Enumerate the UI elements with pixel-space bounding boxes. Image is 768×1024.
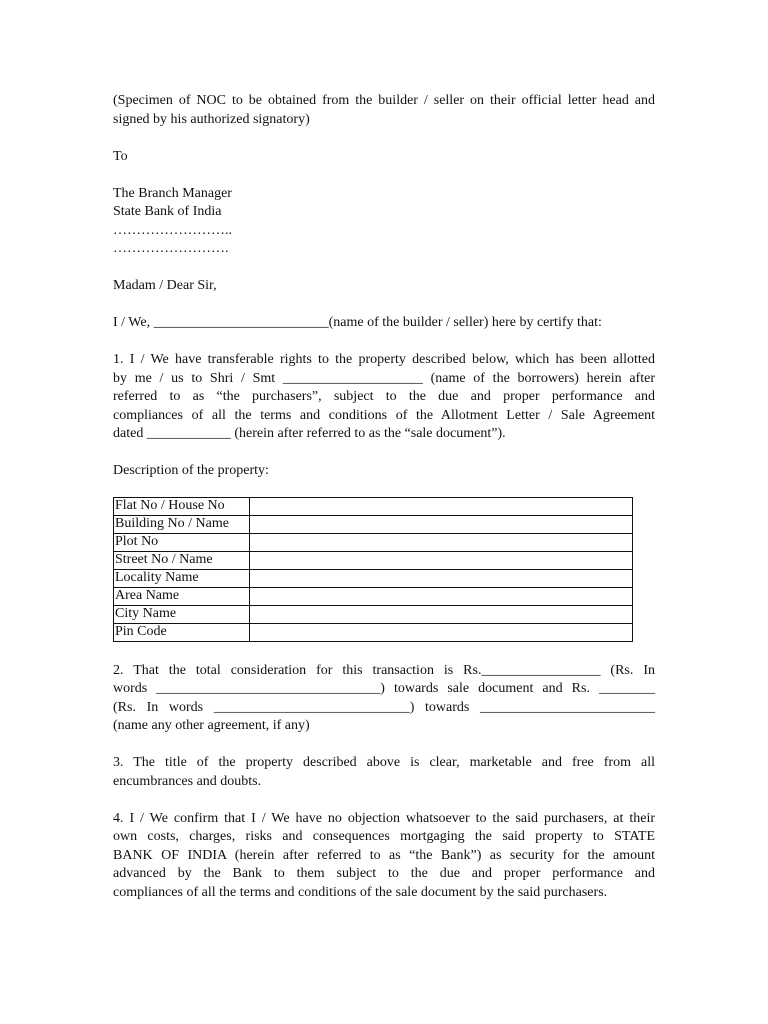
to-label: To — [113, 148, 128, 164]
description-heading: Description of the property: — [113, 463, 269, 478]
clause-1-line: dated ____________ (herein after referred to as the “sale document”). — [113, 426, 506, 441]
property-label: Building No / Name — [114, 515, 250, 533]
addressee-title: The Branch Manager — [113, 185, 232, 201]
property-label: Locality Name — [114, 569, 250, 587]
clause-4 — [113, 810, 655, 903]
noc-document — [113, 92, 655, 902]
clause-1-line: compliances of all the terms and conditions of the Allotment Letter / Sale Agreement — [113, 407, 655, 423]
table-row — [114, 551, 633, 569]
addressee-dots-2: ……………………. — [113, 241, 229, 256]
property-value — [250, 515, 633, 533]
certify-statement: I / We, _________________________(name of the builder / seller) here by certify that: — [113, 315, 602, 330]
property-value — [250, 497, 633, 515]
table-row — [114, 533, 633, 551]
table-row — [114, 623, 633, 641]
property-value — [250, 587, 633, 605]
clause-3-line: encumbrances and doubts. — [113, 773, 262, 789]
property-value — [250, 551, 633, 569]
property-label: Pin Code — [114, 623, 250, 641]
property-label: Flat No / House No — [114, 497, 250, 515]
clause-2-line: (Rs. In words ____________________________) towards _________________________ — [113, 699, 655, 715]
clause-3-line: 3. The title of the property described above is clear, marketable and free from all — [113, 755, 655, 770]
property-value — [250, 533, 633, 551]
property-label: Plot No — [114, 533, 250, 551]
property-value — [250, 623, 633, 641]
addressee-bank: State Bank of India — [113, 204, 222, 219]
table-row — [114, 569, 633, 587]
clause-1 — [113, 351, 655, 444]
addressee-dots-1: …………………….. — [113, 222, 232, 238]
specimen-note: (Specimen of NOC to be obtained from the builder / seller on their official letter head and signed by his authorized signatory) — [113, 93, 655, 127]
property-label: Street No / Name — [114, 551, 250, 569]
addressee-block — [113, 185, 655, 259]
clause-4-line: BANK OF INDIA (herein after referred to as “the Bank”) as security for the amount — [113, 847, 655, 863]
table-row — [114, 587, 633, 605]
property-value — [250, 605, 633, 623]
clause-4-line: own costs, charges, risks and consequences mortgaging the said property to STATE — [113, 829, 655, 844]
table-row — [114, 605, 633, 623]
property-label: City Name — [114, 605, 250, 623]
property-value — [250, 569, 633, 587]
table-row — [114, 515, 633, 533]
clause-4-line: compliances of all the terms and conditions of the sale document by the said purchasers. — [113, 884, 608, 900]
clause-2-line: words ________________________________) towards sale document and Rs. ________ — [113, 681, 655, 696]
clause-1-line: referred to as “the purchasers”, subject to the due and proper performance and — [113, 389, 655, 404]
property-table — [113, 497, 633, 642]
clause-2 — [113, 662, 655, 736]
clause-2-line: 2. That the total consideration for this transaction is Rs._________________ (Rs. In — [113, 662, 655, 678]
clause-1-line: 1. I / We have transferable rights to the property described below, which has been allotted — [113, 352, 655, 367]
property-label: Area Name — [114, 587, 250, 605]
clause-4-line: 4. I / We confirm that I / We have no objection whatsoever to the said purchasers, at their — [113, 810, 655, 826]
clause-4-line: advanced by the Bank to them subject to the due and proper performance and — [113, 866, 655, 881]
clause-2-line: (name any other agreement, if any) — [113, 718, 310, 733]
table-row — [114, 497, 633, 515]
clause-3 — [113, 754, 655, 791]
salutation: Madam / Dear Sir, — [113, 278, 217, 293]
clause-1-line: by me / us to Shri / Smt ____________________ (name of the borrowers) herein after — [113, 370, 655, 386]
